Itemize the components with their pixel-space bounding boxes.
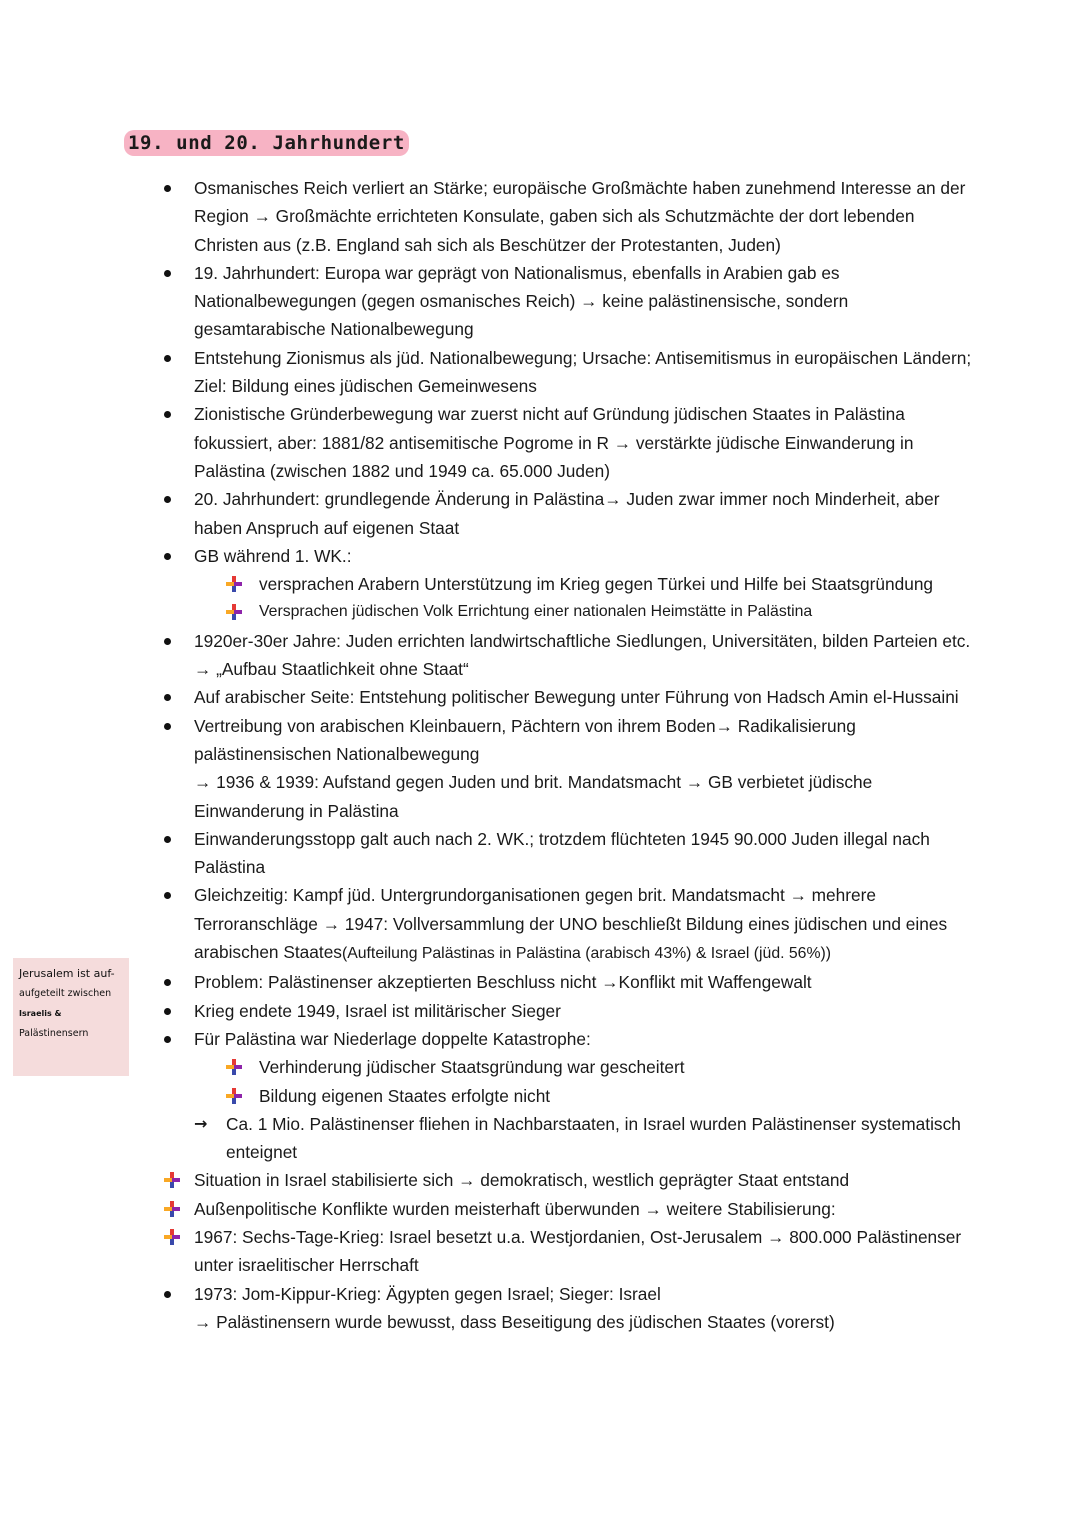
list-item [160, 344, 980, 401]
colored-plus-icon [164, 1201, 180, 1217]
list-item [160, 1025, 980, 1053]
list-item [160, 542, 980, 570]
item-text: Außenpolitische Konflikte wurden meisterhaft überwunden → weitere Stabilisierung: [194, 1198, 836, 1219]
item-text: Einwanderungsstopp galt auch nach 2. WK.; trotzdem flüchteten 1945 90.000 Juden illegal nach Palästina [194, 828, 930, 878]
item-text: 20. Jahrhundert: grundlegende Änderung in Palästina→ Juden zwar immer noch Minderheit, aber haben Anspruch auf eigenen Staat [194, 489, 940, 538]
sub-list-item [160, 570, 980, 598]
colored-plus-icon [226, 1088, 242, 1104]
list-item [160, 712, 980, 769]
colored-plus-icon [226, 1059, 242, 1075]
sub-list-item [160, 598, 980, 626]
arrow-note [160, 1110, 980, 1167]
sticky-note-line: aufgeteilt zwischen [19, 988, 112, 999]
list-item [160, 1166, 980, 1194]
list-item [160, 400, 980, 485]
sticky-note-line: Palästinensern [19, 1028, 89, 1039]
list-item [160, 1280, 980, 1308]
sticky-note [13, 958, 129, 1076]
item-text: Auf arabischer Seite: Entstehung politischer Bewegung unter Führung von Hadsch Amin el-Hussaini [194, 687, 959, 708]
page-heading: 19. und 20. Jahrhundert [124, 130, 409, 156]
item-text: 1967: Sechs-Tage-Krieg: Israel besetzt u.a. Westjordanien, Ost-Jerusalem → 800.000 Palästinenser unter israelitischer Herrschaft [194, 1226, 962, 1276]
list-item [160, 881, 980, 968]
item-small-text: (Aufteilung Palästinas in Palästina (arabisch 43%) & Israel (jüd. 56%)) [341, 945, 832, 963]
list-item [160, 485, 980, 542]
item-text: 19. Jahrhundert: Europa war geprägt von Nationalismus, ebenfalls in Arabien gab es Nationalbewegungen (gegen osmanisches Reich) → keine palästinensische, sondern gesamtarabische Nationalbewegung [194, 262, 849, 340]
item-text: Zionistische Gründerbewegung war zuerst nicht auf Gründung jüdischen Staates in Palästina fokussiert, aber: 1881/82 antisemitische Pogrome in R → verstärkte jüdische Einwanderung in Palästina (zwischen 1882 und 1949 ca. 65.000 Juden) [194, 404, 914, 481]
item-text: Situation in Israel stabilisierte sich → demokratisch, westlich geprägter Staat entstand [194, 1170, 850, 1191]
arrow-icon: → [194, 1113, 208, 1133]
colored-plus-icon [164, 1172, 180, 1188]
list-item [160, 174, 980, 259]
list-item [160, 1195, 980, 1223]
item-text: 1973: Jom-Kippur-Krieg: Ägypten gegen Israel; Sieger: Israel [194, 1283, 661, 1304]
item-text: Ca. 1 Mio. Palästinenser fliehen in Nachbarstaaten, in Israel wurden Palästinenser systematisch enteignet [226, 1113, 961, 1163]
item-text: 1920er-30er Jahre: Juden errichten landwirtschaftliche Siedlungen, Universitäten, bilden Parteien etc. → „Aufbau Staatlichkeit ohne Staat“ [194, 630, 971, 680]
arrow-note [160, 768, 980, 825]
item-text: → 1936 & 1939: Aufstand gegen Juden und brit. Mandatsmacht → GB verbietet jüdische Einwanderung in Palästina [194, 772, 873, 821]
item-text: Osmanisches Reich verliert an Stärke; europäische Großmächte haben zunehmend Interesse an der Region → Großmächte errichteten Konsulate, gaben sich als Schutzmächte der dort lebenden Christen aus (z.B. England sah sich als Beschützer der Protestanten, Juden) [194, 178, 966, 255]
sub-list-item [160, 1082, 980, 1110]
arrow-note [160, 1308, 980, 1336]
list-item [160, 683, 980, 711]
item-text: GB während 1. WK.: [194, 545, 352, 566]
colored-plus-icon [226, 604, 242, 620]
colored-plus-icon [164, 1229, 180, 1245]
sub-list-item [160, 1053, 980, 1081]
list-item [160, 825, 980, 882]
sticky-note-line: Jerusalem ist auf- [19, 967, 115, 980]
item-text: Gleichzeitig: Kampf jüd. Untergrundorganisationen gegen brit. Mandatsmacht → mehrere Terroranschläge → 1947: Vollversammlung der UNO beschließt Bildung eines jüdischen und eines arabischen Staates [194, 885, 948, 963]
sticky-note-line: Israelis & [19, 1009, 62, 1018]
item-text: Vertreibung von arabischen Kleinbauern, Pächtern von ihrem Boden→ Radikalisierung palästinensischen Nationalbewegung [194, 715, 856, 764]
list-item [160, 259, 980, 344]
item-text: Für Palästina war Niederlage doppelte Katastrophe: [194, 1028, 591, 1049]
list-item [160, 1223, 980, 1280]
list-item [160, 968, 980, 996]
item-text: → Palästinensern wurde bewusst, dass Beseitigung des jüdischen Staates (vorerst) [194, 1311, 835, 1332]
item-text: Versprachen jüdischen Volk Errichtung einer nationalen Heimstätte in Palästina [259, 603, 813, 621]
list-item [160, 997, 980, 1025]
item-text: Problem: Palästinenser akzeptierten Beschluss nicht →Konflikt mit Waffengewalt [194, 972, 812, 993]
item-text: Entstehung Zionismus als jüd. Nationalbewegung; Ursache: Antisemitismus in europäischen Ländern; Ziel: Bildung eines jüdischen Gemeinwesens [194, 347, 972, 397]
item-text: Krieg endete 1949, Israel ist militärischer Sieger [194, 1000, 561, 1021]
item-text: Bildung eigenen Staates erfolgte nicht [259, 1085, 551, 1106]
item-text: Verhinderung jüdischer Staatsgründung war gescheitert [259, 1057, 685, 1078]
colored-plus-icon [226, 576, 242, 592]
notes-list [160, 174, 980, 1336]
list-item [160, 627, 980, 684]
item-text: versprachen Arabern Unterstützung im Krieg gegen Türkei und Hilfe bei Staatsgründung [259, 574, 934, 595]
